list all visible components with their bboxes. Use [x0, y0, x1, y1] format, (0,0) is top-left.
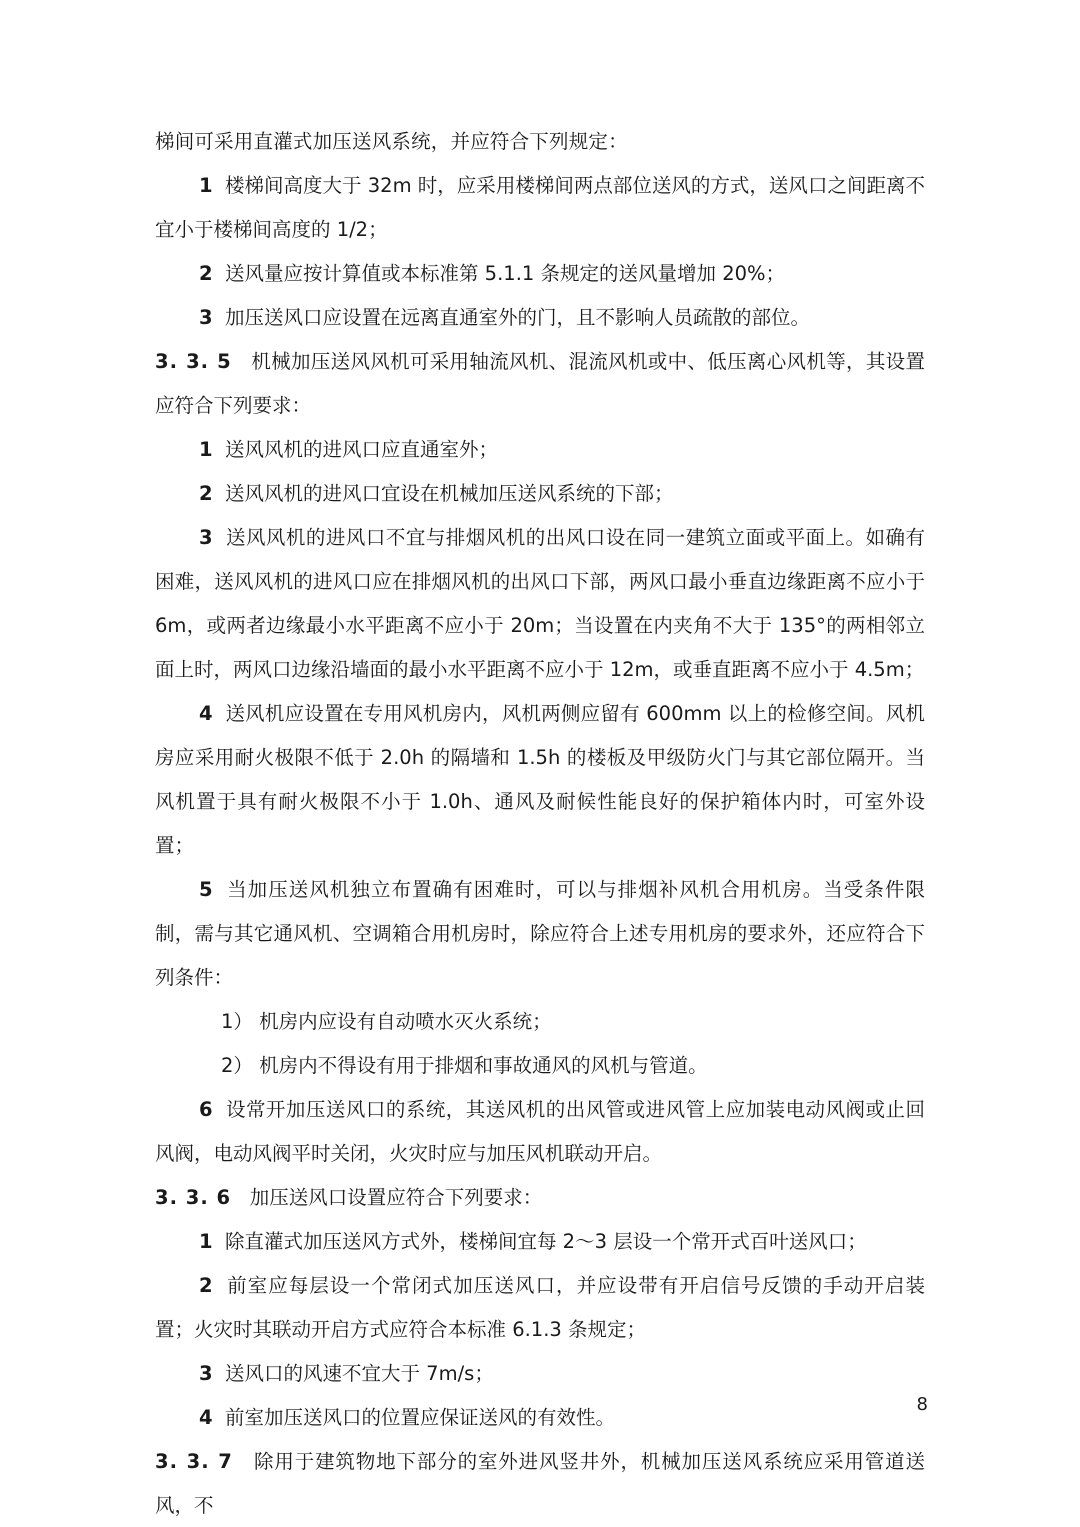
sub-list-item-text: 机房内应设有自动喷水灭火系统；: [259, 1010, 552, 1033]
clause-number: 3. 3. 6: [155, 1186, 232, 1209]
list-item-text: 送风风机的进风口宜设在机械加压送风系统的下部；: [224, 482, 674, 505]
list-item-text: 送风风机的进风口应直通室外；: [224, 438, 498, 461]
list-item-number: 4: [199, 702, 213, 725]
list-item: [155, 252, 925, 296]
list-item-text: 送风机应设置在专用风机房内，风机两侧应留有 600mm 以上的检修空间。风机房应采用耐火极限不低于 2.0h 的隔墙和 1.5h 的楼板及甲级防火门与其它部位隔开。当风机置于具有耐火极限不小于 1.0h、通风及耐候性能良好的保护箱体内时，可室外设置；: [155, 702, 926, 857]
list-item-text: 设常开加压送风口的系统，其送风机的出风管或进风管上应加装电动风阀或止回风阀，电动风阀平时关闭，火灾时应与加压风机联动开启。: [155, 1098, 925, 1165]
clause-paragraph: [155, 340, 925, 428]
list-item-number: 3: [199, 306, 213, 329]
list-item: [155, 1264, 925, 1352]
sub-list-item-number: 1）: [221, 1010, 253, 1033]
sub-list-item-number: 2）: [221, 1054, 253, 1077]
list-item-number: 6: [199, 1098, 213, 1121]
list-item-number: 1: [199, 174, 213, 197]
list-item: [155, 692, 925, 868]
list-item: [155, 1352, 925, 1396]
list-item-number: 2: [199, 482, 213, 505]
list-item: [155, 428, 925, 472]
clause-text: 机械加压送风风机可采用轴流风机、混流风机或中、低压离心风机等，其设置应符合下列要求：: [155, 350, 925, 417]
list-item-number: 1: [199, 1230, 213, 1253]
clause-text: 除用于建筑物地下部分的室外进风竖井外，机械加压送风系统应采用管道送风，不: [155, 1450, 925, 1517]
list-item-number: 4: [199, 1406, 213, 1429]
list-item: [155, 1220, 925, 1264]
list-item: [155, 472, 925, 516]
list-item-text: 送风风机的进风口不宜与排烟风机的出风口设在同一建筑立面或平面上。如确有困难，送风风机的进风口应在排烟风机的出风口下部，两风口最小垂直边缘距离不应小于 6m，或两者边缘最小水平距离不应小于 20m；当设置在内夹角不大于 135°的两相邻立面上时，两风口边缘沿墙面的最小水平距离不应小于 12m，或垂直距离不应小于 4.5m；: [155, 526, 925, 681]
list-item-text: 除直灌式加压送风方式外，楼梯间宜每 2～3 层设一个常开式百叶送风口；: [224, 1230, 867, 1253]
clause-number: 3. 3. 5: [155, 350, 232, 373]
document-body: [155, 120, 925, 1527]
list-item-text: 加压送风口应设置在远离直通室外的门，且不影响人员疏散的部位。: [224, 306, 810, 329]
list-item-number: 3: [199, 526, 213, 549]
clause-text: 加压送风口设置应符合下列要求：: [249, 1186, 543, 1209]
sub-list-item-text: 机房内不得设有用于排烟和事故通风的风机与管道。: [259, 1054, 708, 1077]
sub-list-item: [155, 1000, 925, 1044]
clause-paragraph: [155, 1176, 925, 1220]
list-item-text: 楼梯间高度大于 32m 时，应采用楼梯间两点部位送风的方式，送风口之间距离不宜小于楼梯间高度的 1/2；: [155, 174, 925, 241]
page-number: 8: [916, 1394, 928, 1415]
list-item-text: 送风量应按计算值或本标准第 5.1.1 条规定的送风量增加 20%；: [224, 262, 786, 285]
list-item: [155, 1396, 925, 1440]
list-item-text: 送风口的风速不宜大于 7m/s；: [224, 1362, 494, 1385]
list-item: [155, 516, 925, 692]
list-item-number: 1: [199, 438, 213, 461]
list-item-text: 当加压送风机独立布置确有困难时，可以与排烟补风机合用机房。当受条件限制，需与其它通风机、空调箱合用机房时，除应符合上述专用机房的要求外，还应符合下列条件：: [155, 878, 925, 989]
sub-list-item: [155, 1044, 925, 1088]
list-item-text: 前室应每层设一个常闭式加压送风口，并应设带有开启信号反馈的手动开启装置；火灾时其联动开启方式应符合本标准 6.1.3 条规定；: [155, 1274, 925, 1341]
list-item-text: 前室加压送风口的位置应保证送风的有效性。: [224, 1406, 615, 1429]
paragraph-continuation: 梯间可采用直灌式加压送风系统，并应符合下列规定：: [155, 130, 628, 153]
clause-number: 3. 3. 7: [155, 1450, 233, 1473]
list-item: [155, 164, 925, 252]
list-item-number: 3: [199, 1362, 213, 1385]
clause-paragraph: [155, 1440, 925, 1527]
list-item: [155, 296, 925, 340]
list-item: [155, 1088, 925, 1176]
list-item-number: 2: [199, 262, 213, 285]
list-item: [155, 868, 925, 1000]
list-item-number: 5: [199, 878, 213, 901]
list-item-number: 2: [199, 1274, 213, 1297]
